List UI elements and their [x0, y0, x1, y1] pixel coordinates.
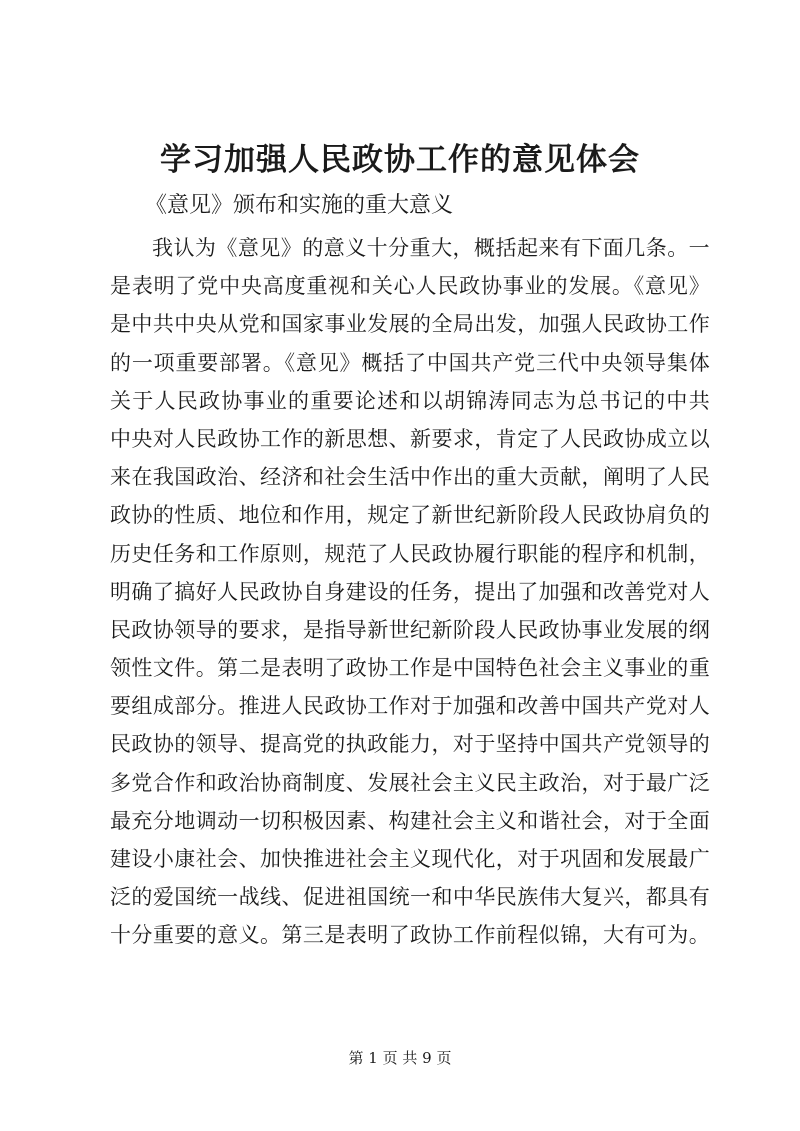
text-line: 来在我国政治、经济和社会生活中作出的重大贡献，阐明了人民	[110, 465, 710, 490]
text-line: 是中共中央从党和国家事业发展的全局出发，加强人民政协工作	[110, 312, 710, 337]
text-line: 民政协的领导、提高党的执政能力，对于坚持中国共产党领导的	[110, 732, 710, 757]
text-line: 历史任务和工作原则，规范了人民政协履行职能的程序和机制，	[110, 541, 710, 566]
page-number: 第 1 页 共 9 页	[348, 1049, 452, 1067]
text-line: 十分重要的意义。第三是表明了政协工作前程似锦，大有可为。	[110, 923, 710, 948]
text-line: 关于人民政协事业的重要论述和以胡锦涛同志为总书记的中共	[110, 388, 710, 413]
section-heading: 《意见》颁布和实施的重大意义	[145, 193, 454, 218]
text-line: 多党合作和政治协商制度、发展社会主义民主政治，对于最广泛	[110, 770, 710, 795]
text-line: 中央对人民政协工作的新思想、新要求，肯定了人民政协成立以	[110, 426, 710, 451]
text-line: 是表明了党中央高度重视和关心人民政协事业的发展。《意见》	[110, 274, 710, 299]
text-line: 最充分地调动一切积极因素、构建社会主义和谐社会，对于全面	[110, 808, 710, 833]
text-line: 要组成部分。推进人民政协工作对于加强和改善中国共产党对人	[110, 694, 710, 719]
text-line: 民政协领导的要求，是指导新世纪新阶段人民政协事业发展的纲	[110, 617, 710, 642]
text-line: 泛的爱国统一战线、促进祖国统一和中华民族伟大复兴，都具有	[110, 885, 710, 910]
body-paragraph	[110, 229, 710, 955]
text-line: 的一项重要部署。《意见》概括了中国共产党三代中央领导集体	[110, 350, 710, 375]
text-line: 明确了搞好人民政协自身建设的任务，提出了加强和改善党对人	[110, 579, 710, 604]
document-title: 学习加强人民政协工作的意见体会	[160, 142, 640, 178]
text-line: 政协的性质、地位和作用，规定了新世纪新阶段人民政协肩负的	[110, 503, 710, 528]
text-line: 建设小康社会、加快推进社会主义现代化，对于巩固和发展最广	[110, 847, 710, 871]
text-line: 领性文件。第二是表明了政协工作是中国特色社会主义事业的重	[110, 656, 710, 681]
text-line: 我认为《意见》的意义十分重大，概括起来有下面几条。一	[152, 236, 710, 260]
